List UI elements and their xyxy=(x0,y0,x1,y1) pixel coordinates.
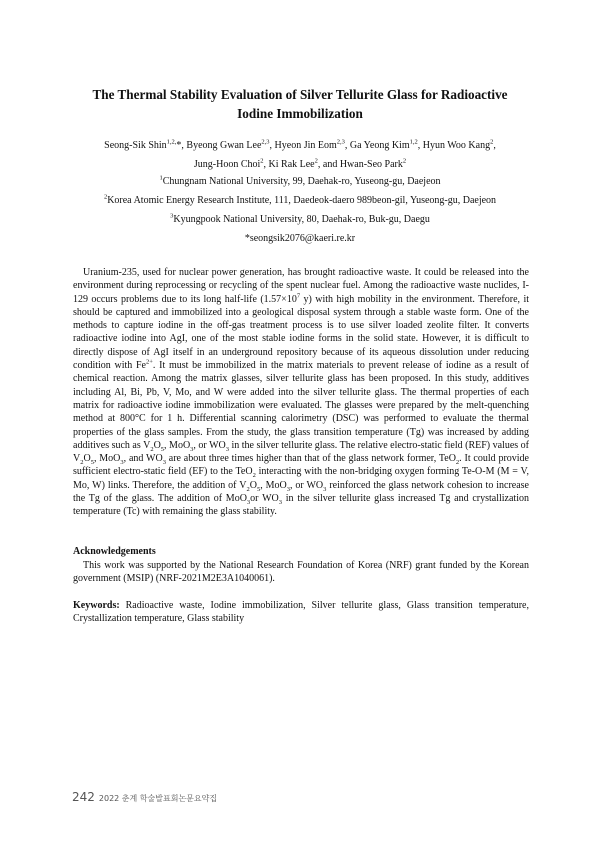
affiliation-3: $^3$Kyungpook National University, 80, Daehak-ro, Buk-gu, Daegu xyxy=(170,212,430,225)
affiliation-1: $^1$Chungnam National University, 99, Daehak-ro, Yuseong-gu, Daejeon xyxy=(159,174,441,187)
keywords xyxy=(73,599,529,626)
author: Hyun Woo Kang$^2$, xyxy=(422,138,496,151)
author: Hyeon Jin Eom$^{2,3}$, xyxy=(274,138,350,151)
title-line-2: Iodine Immobilization xyxy=(237,106,363,121)
page-footer xyxy=(72,790,217,804)
acknowledgements-body: This work was supported by the National Research Foundation of Korea (NRF) grant funded by the Korean government (MSIP) (NRF-2021M2E3A1040061). xyxy=(73,560,529,585)
author: Hwan-Seo Park$^2$ xyxy=(339,157,407,170)
author: Byeong Gwan Lee$^{2,3}$, xyxy=(186,138,275,151)
proceedings-name: 2022 춘계 학술발표회논문요약집 xyxy=(98,794,218,803)
abstract: Uranium-235, used for nuclear power generation, has brought radioactive waste. It could be released into the environment during reprocessing or recycling of the spent nuclear fuel. Among the radioactive waste nuclides, I-129 occurs problems due to its long half-life ($1.57\times 10^7$ y) with high mobility in the environment. Therefore, it should be captured and immobilized into a geological disposal system through a stable waste form. One of the methods to capture iodine in the off-gas treatment process is to use silver loaded zeolite filter. It converts radioactive iodine into AgI, one of the most stable iodine forms in the solid state. However, it is difficult to directly dispose of AgI itself in an underground repository because of its aqueous dissolution under reducing condition with $Fe^{2+}$. It must be immobilized in the matrix materials to prevent release of iodine as a result of chemical reaction. Among the matrix glasses, silver tellurite glass has been proposed. In this study, additives including Al, Bi, Pb, V, Mo, and W were added into the silver tellurite glass. The thermal properties of each matrix for radioactive iodine immobilization were evaluated. The glasses were prepared by the melt-quenching method at 800°C for 1 h. Differential scanning calorimetry (DSC) was performed to evaluate the thermal properties of the glass samples. From the study, the glass transition temperature (Tg) was increased by adding additives such as $V_2O_5$, MoO$_3$, or $WO_3$ in the silver tellurite glass. The relative electro-static field (REF) values of $V_2O_5$, MoO$_3$, and $WO_3$ are about three times higher than that of the glass network former, TeO$_2$. It could provide sufficient electro-static field (EF) to the TeO$_2$ interacting with the non-bridging oxygen forming Te-O-M (M = V, Mo, W) links. Therefore, the addition of $V_2O_5$, MoO$_3$, or $WO_3$ reinforced the glass network cohesion to increase the Tg of the glass. The addition of MoO$_3$or $WO_3$ in the silver tellurite glass increased Tg and crystallization temperature (Tc) with remaining the glass stability. xyxy=(73,267,529,518)
affiliation-2: $^2$Korea Atomic Energy Research Institute, 111, Daedeok-daero 989beon-gil, Yuseong-gu, Daejeon xyxy=(103,193,497,206)
keywords-label: Keywords: xyxy=(73,600,120,611)
author: Seong-Sik Shin$^{1,2,}$*, xyxy=(104,138,187,151)
author: Ki Rak Lee$^2$, and xyxy=(268,157,340,170)
title-line-1: The Thermal Stability Evaluation of Silver Tellurite Glass for Radioactive xyxy=(92,87,508,102)
corresponding-email: *seongsik2076@kaeri.re.kr xyxy=(244,233,356,244)
acknowledgements-heading: Acknowledgements xyxy=(73,546,156,557)
author: Jung-Hoon Choi$^2$, xyxy=(193,157,269,170)
keywords-text: Radioactive waste, Iodine immobilization, Silver tellurite glass, Glass transition temperature, Crystallization temperature, Glass stability xyxy=(73,600,529,625)
paper-title xyxy=(60,85,540,123)
author-list xyxy=(70,136,530,174)
page-number: 242 xyxy=(72,790,95,804)
author: Ga Yeong Kim$^{1,2}$, xyxy=(349,138,423,151)
